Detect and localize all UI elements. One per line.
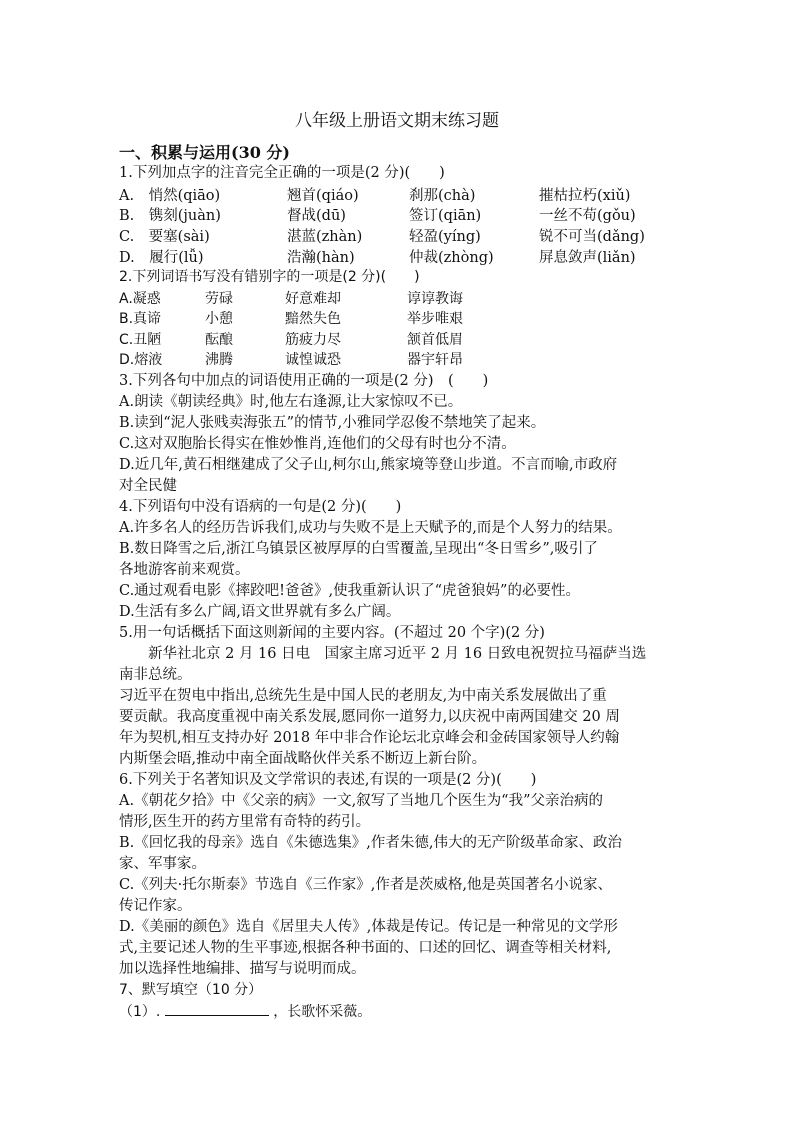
q7-item1-number: （1）. <box>119 1004 161 1020</box>
q2-b-word1: B.真谛 <box>119 311 162 327</box>
q5-stem: 5.用一句话概括下面这则新闻的主要内容。(不超过 20 个字)(2 分) <box>119 625 545 641</box>
q7-item1-text: ，长歌怀采薇。 <box>273 1004 372 1020</box>
q2-stem: 2.下列词语书写没有错别字的一项是(2 分)( ) <box>119 269 420 285</box>
q1-d-word1: D. 履行(lǚ) <box>119 250 204 266</box>
q5-news-line4: 要贡献。我高度重视中南关系发展,愿同你一道努力,以庆祝中南两国建交 20 周 <box>119 709 620 725</box>
q7-item1-answer-blank[interactable] <box>165 1001 269 1016</box>
q6-option-d-line1: D.《美丽的颜色》选自《居里夫人传》,体裁是传记。传记是一种常见的文学形 <box>119 919 618 935</box>
q3-stem: 3.下列各句中加点的词语使用正确的一项是(2 分) ( ) <box>119 373 489 389</box>
q2-c-word2: 酝酿 <box>205 332 233 348</box>
q1-c-word1: C. 要塞(sài) <box>119 229 210 245</box>
q4-option-c: C.通过观看电影《摔跤吧!爸爸》,使我重新认识了“虎爸狼妈”的必要性。 <box>119 583 580 599</box>
q1-a-word3: 刹那(chà) <box>409 188 476 204</box>
q5-news-line1: 新华社北京 2 月 16 日电 国家主席习近平 2 月 16 日致电祝贺拉马福萨当选 <box>119 646 647 662</box>
q2-b-word2: 小憩 <box>205 311 233 327</box>
q1-option-d <box>119 246 679 266</box>
q2-c-word1: C.丑陋 <box>119 332 162 348</box>
q6-option-c-line2: 传记作家。 <box>119 898 192 914</box>
q2-option-c <box>119 329 519 349</box>
q4-option-a: A.许多名人的经历告诉我们,成功与失败不是上天赋予的,而是个人努力的结果。 <box>119 520 622 536</box>
q1-c-word4: 锐不可当(dǎng) <box>539 229 645 245</box>
q3-option-d-line1: D.近几年,黄石相继建成了父子山,柯尔山,熊家境等登山步道。不言而喻,市政府 <box>119 457 618 473</box>
q2-d-word1: D.熔液 <box>119 352 163 368</box>
q6-option-c-line1: C.《列夫·托尔斯泰》节选自《三作家》,作者是茨威格,他是英国著名小说家、 <box>119 877 613 893</box>
q6-option-b-line2: 家、军事家。 <box>119 856 206 872</box>
q3-option-d-line2: 对全民健 <box>119 478 177 494</box>
q7-stem: 7、默写填空（10 分） <box>119 982 263 998</box>
q2-a-word3: 好意难却 <box>285 291 341 307</box>
page-title: 八年级上册语文期末练习题 <box>295 111 499 131</box>
q2-option-b <box>119 308 519 328</box>
q1-d-word2: 浩瀚(hàn) <box>287 250 355 266</box>
q1-b-word4: 一丝不苟(gǒu) <box>539 208 636 224</box>
q2-d-word3: 诚惶诚恐 <box>285 352 341 368</box>
q2-d-word4: 器宇轩昂 <box>407 352 463 368</box>
q2-option-a <box>119 288 519 308</box>
q1-d-word3: 仲裁(zhòng) <box>409 250 494 266</box>
q2-a-word4: 谆谆教诲 <box>407 291 463 307</box>
q3-option-a: A.朗读《朝读经典》时,他左右逢源,让大家惊叹不已。 <box>119 394 463 410</box>
q1-option-b <box>119 204 679 224</box>
q3-option-b: B.读到“泥人张贱卖海张五”的情节,小雅同学忍俊不禁地笑了起来。 <box>119 415 546 431</box>
q3-option-c: C.这对双胞胎长得实在惟妙惟肖,连他们的父母有时也分不清。 <box>119 436 516 452</box>
q1-b-word1: B. 镌刻(juàn) <box>119 208 221 224</box>
q6-option-d-line2: 式,主要记述人物的生平事迹,根据各种书面的、口述的回忆、调查等相关材料, <box>119 940 612 956</box>
q6-option-b-line1: B.《回忆我的母亲》选自《朱德选集》,作者朱德,伟大的无产阶级革命家、政治 <box>119 835 622 851</box>
q5-news-line2: 南非总统。 <box>119 667 192 683</box>
q2-option-d <box>119 349 519 369</box>
q1-c-word3: 轻盈(yíng) <box>409 229 481 245</box>
q7-item1 <box>119 1001 371 1022</box>
q4-option-b-line2: 各地游客前来观赏。 <box>119 562 250 578</box>
q1-a-word4: 摧枯拉朽(xiǔ) <box>539 188 631 204</box>
q2-c-word3: 筋疲力尽 <box>285 332 341 348</box>
q2-a-word2: 劳碌 <box>205 291 233 307</box>
q2-a-word1: A.凝惑 <box>119 291 161 307</box>
q1-b-word2: 督战(dū) <box>287 208 346 224</box>
section-heading: 一、积累与运用(30 分) <box>119 143 290 162</box>
q2-b-word3: 黯然失色 <box>285 311 341 327</box>
q2-c-word4: 颔首低眉 <box>407 332 463 348</box>
q1-a-word1: A. 悄然(qiāo) <box>119 188 221 204</box>
q6-stem: 6.下列关于名著知识及文学常识的表述,有误的一项是(2 分)( ) <box>119 772 537 788</box>
q1-d-word4: 屏息敛声(liǎn) <box>539 250 636 266</box>
q5-news-line5: 年为契机,相互支持办好 2018 年中非合作论坛北京峰会和金砖国家领导人约翰 <box>119 730 620 746</box>
q4-stem: 4.下列语句中没有语病的一句是(2 分)( ) <box>119 499 402 515</box>
q2-b-word4: 举步唯艰 <box>407 311 463 327</box>
q4-option-d: D.生活有多么广阔,语文世界就有多么广阔。 <box>119 604 401 620</box>
q4-option-b-line1: B.数日降雪之后,浙江乌镇景区被厚厚的白雪覆盖,呈现出“冬日雪乡”,吸引了 <box>119 541 598 557</box>
q1-c-word2: 湛蓝(zhàn) <box>287 229 363 245</box>
q1-stem: 1.下列加点字的注音完全正确的一项是(2 分)( ) <box>119 165 445 181</box>
q1-option-c <box>119 225 679 245</box>
q1-a-word2: 翘首(qiáo) <box>287 188 359 204</box>
q5-news-line6: 内斯堡会晤,推动中南全面战略伙伴关系不断迈上新台阶。 <box>119 751 487 767</box>
q6-option-d-line3: 加以选择性地编排、描写与说明而成。 <box>119 961 366 977</box>
q5-news-line3: 习近平在贺电中指出,总统先生是中国人民的老朋友,为中南关系发展做出了重 <box>119 688 607 704</box>
q1-option-a <box>119 184 679 204</box>
q1-b-word3: 签订(qiān) <box>409 208 482 224</box>
q6-option-a-line1: A.《朝花夕拾》中《父亲的病》一文,叙写了当地几个医生为“我”父亲治病的 <box>119 793 604 809</box>
q2-d-word2: 沸腾 <box>205 352 233 368</box>
q6-option-a-line2: 情形,医生开的药方里常有奇特的药引。 <box>119 814 371 830</box>
